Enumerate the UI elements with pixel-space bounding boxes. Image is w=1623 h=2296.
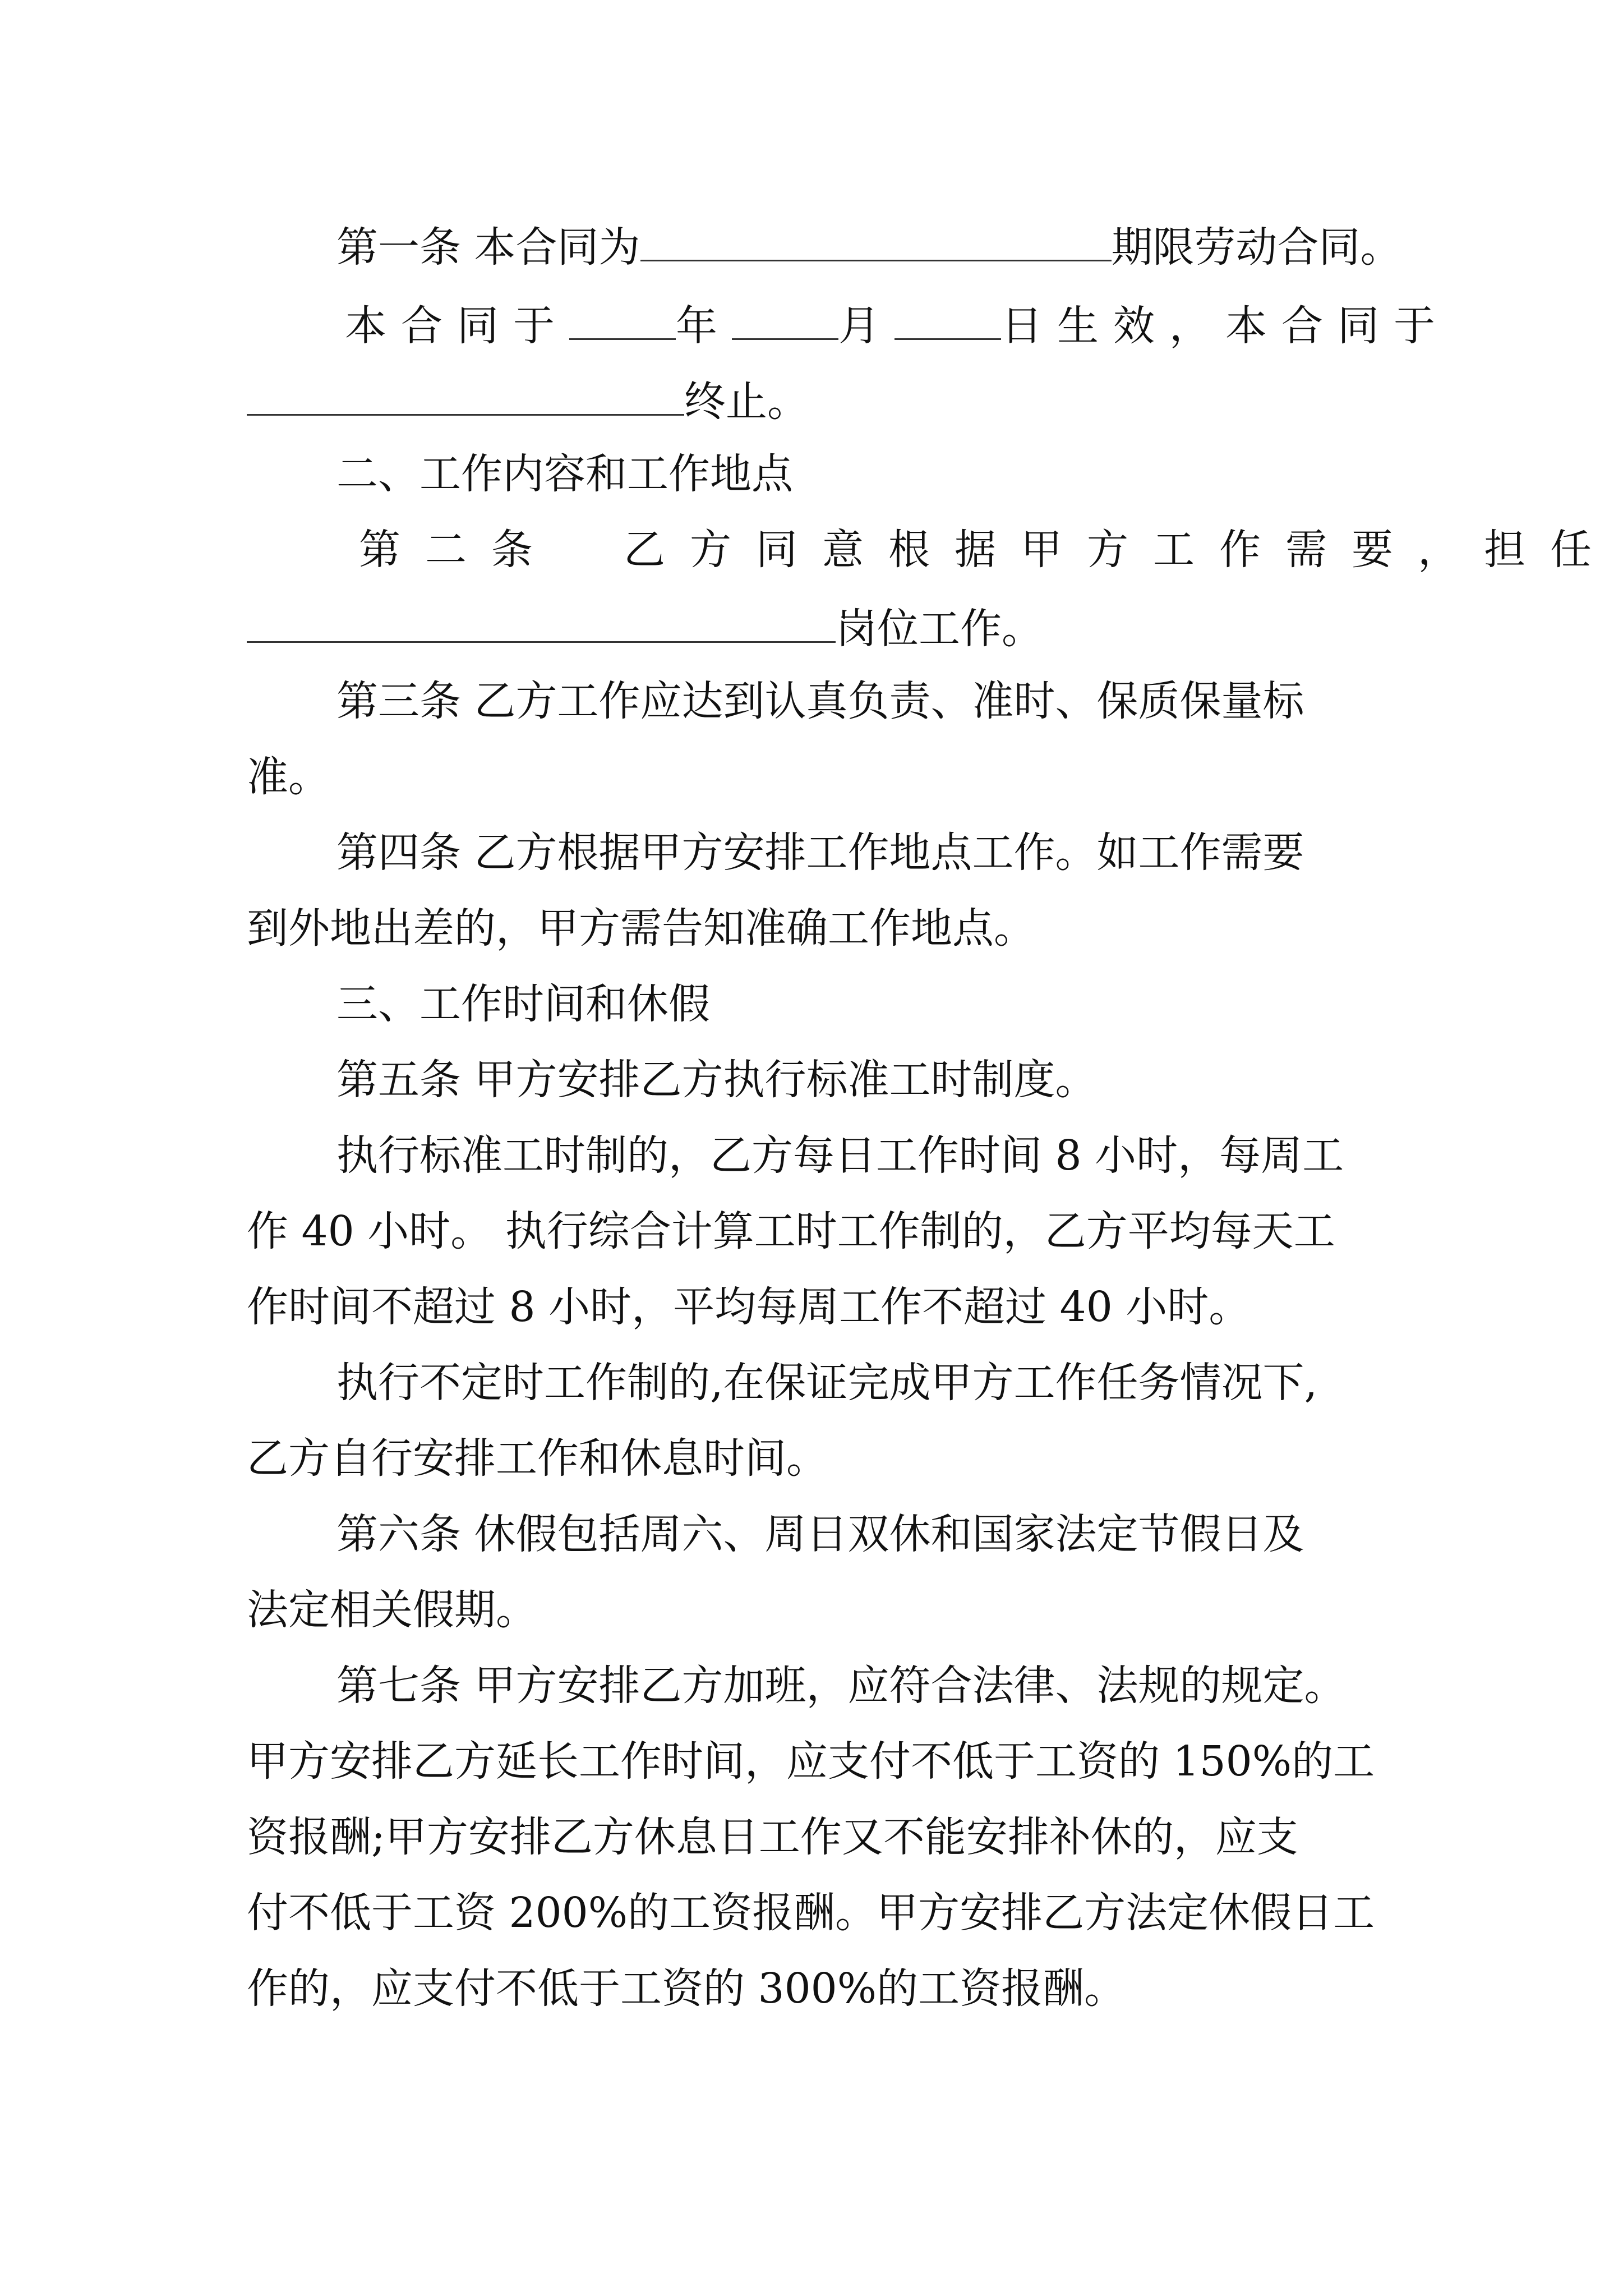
article-1-effect-line (345, 295, 1618, 351)
article-7-line-5: 作的，应支付不低于工资的 300%的工资报酬。 (247, 1964, 1126, 2013)
standard-hours-line-2: 作 40 小时。 执行综合计算工时工作制的，乙方平均每天工 (247, 1207, 1335, 1255)
article-1-prefix: 第一条 本合同为 (336, 223, 640, 272)
article-1-end-line (247, 370, 1593, 426)
article-7-line-4: 付不低于工资 200%的工资报酬。甲方安排乙方法定休假日工 (247, 1889, 1375, 1937)
article-2-line-2 (247, 597, 1593, 654)
article-4-line-2: 到外地出差的，甲方需告知准确工作地点。 (247, 904, 1035, 953)
section-2-title: 二、工作内容和工作地点 (336, 450, 793, 498)
position-blank[interactable] (247, 597, 836, 643)
standard-hours-line-3: 作时间不超过 8 小时，平均每周工作不超过 40 小时。 (247, 1283, 1251, 1331)
article-2-line-1: 第二条 乙方同意根据甲方工作需要，担任 (359, 526, 1616, 574)
start-day-blank[interactable] (895, 295, 1001, 340)
article-5-line-1: 第五条 甲方安排乙方执行标准工时制度。 (336, 1056, 1097, 1104)
effect-text-year: 年 (676, 302, 732, 350)
article-7-line-1: 第七条 甲方安排乙方加班，应符合法律、法规的规定。 (336, 1662, 1346, 1710)
article-2-suffix: 岗位工作。 (836, 605, 1043, 653)
article-6-line-1: 第六条 休假包括周六、周日双休和国家法定节假日及 (336, 1510, 1304, 1558)
flexible-hours-line-2: 乙方自行安排工作和休息时间。 (247, 1434, 828, 1483)
standard-hours-line-1: 执行标准工时制的，乙方每日工作时间 8 小时，每周工 (336, 1131, 1344, 1180)
effect-text-end: 终止。 (684, 378, 809, 426)
article-6-line-2: 法定相关假期。 (247, 1586, 537, 1634)
effect-text-1: 本合同于 (345, 302, 569, 350)
flexible-hours-line-1: 执行不定时工作制的,在保证完成甲方工作任务情况下, (336, 1359, 1318, 1407)
effect-text-4: 日生效，本合同于 (1001, 302, 1450, 350)
article-4-line-1: 第四条 乙方根据甲方安排工作地点工作。如工作需要 (336, 829, 1304, 877)
start-year-blank[interactable] (569, 295, 676, 340)
article-1-suffix: 期限劳动合同。 (1111, 223, 1402, 272)
effect-text-month: 月 (838, 302, 895, 350)
article-1-line (336, 216, 1621, 272)
article-3-line-2: 准。 (247, 753, 330, 801)
article-7-line-3: 资报酬;甲方安排乙方休息日工作又不能安排补休的，应支 (247, 1813, 1298, 1861)
section-3-title: 三、工作时间和休假 (336, 980, 710, 1028)
article-3-line-1: 第三条 乙方工作应达到认真负责、准时、保质保量标 (336, 677, 1304, 725)
start-month-blank[interactable] (732, 295, 838, 340)
end-date-blank[interactable] (247, 370, 684, 416)
contract-term-blank[interactable] (640, 216, 1112, 261)
article-7-line-2: 甲方安排乙方延长工作时间，应支付不低于工资的 150%的工 (247, 1737, 1375, 1786)
